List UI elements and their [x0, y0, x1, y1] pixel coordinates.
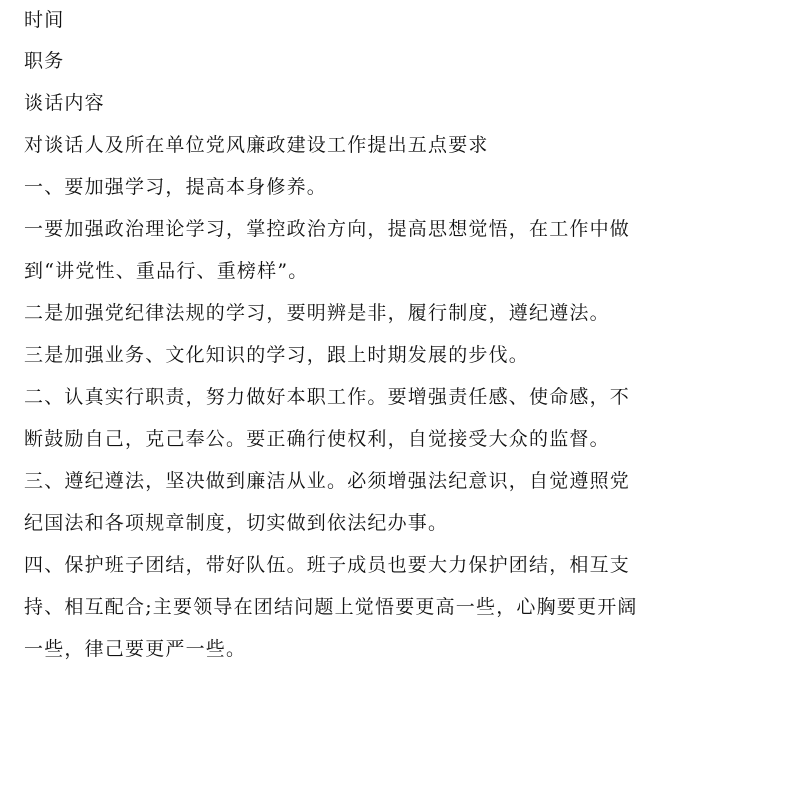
- label-position: 职务: [24, 50, 65, 72]
- point-four-text-line: 四、保护班子团结，带好队伍。班子成员也要大力保护团结，相互支: [24, 554, 631, 576]
- requirements-intro: 对谈话人及所在单位党风廉政建设工作提出五点要求: [24, 134, 489, 156]
- document-body: [24, 0, 724, 670]
- point-one-text-line: 三是加强业务、文化知识的学习，跟上时期发展的步伐。: [24, 344, 530, 366]
- point-four-text-line: 持、相互配合;主要领导在团结问题上觉悟要更高一些，心胸要更开阔: [24, 596, 638, 618]
- point-two-text-line: 断鼓励自己，克己奉公。要正确行使权利，自觉接受大众的监督。: [24, 428, 610, 450]
- point-one-text-line: 一要加强政治理论学习，掌控政治方向，提高思想觉悟，在工作中做: [24, 218, 631, 240]
- point-one-text-line: 到“讲党性、重品行、重榜样”。: [24, 260, 309, 282]
- point-three-text-line: 三、遵纪遵法，坚决做到廉洁从业。必须增强法纪意识，自觉遵照党: [24, 470, 631, 492]
- point-four-text-line: 一些，律己要更严一些。: [24, 638, 247, 660]
- point-one-heading: 一、要加强学习，提高本身修养。: [24, 176, 328, 198]
- point-three-text-line: 纪国法和各项规章制度，切实做到依法纪办事。: [24, 512, 449, 534]
- point-one-text-line: 二是加强党纪律法规的学习，要明辨是非，履行制度，遵纪遵法。: [24, 302, 610, 324]
- point-two-text-line: 二、认真实行职责，努力做好本职工作。要增强责任感、使命感，不: [24, 386, 631, 408]
- label-time: 时间: [24, 9, 65, 31]
- label-talk-content: 谈话内容: [24, 92, 105, 114]
